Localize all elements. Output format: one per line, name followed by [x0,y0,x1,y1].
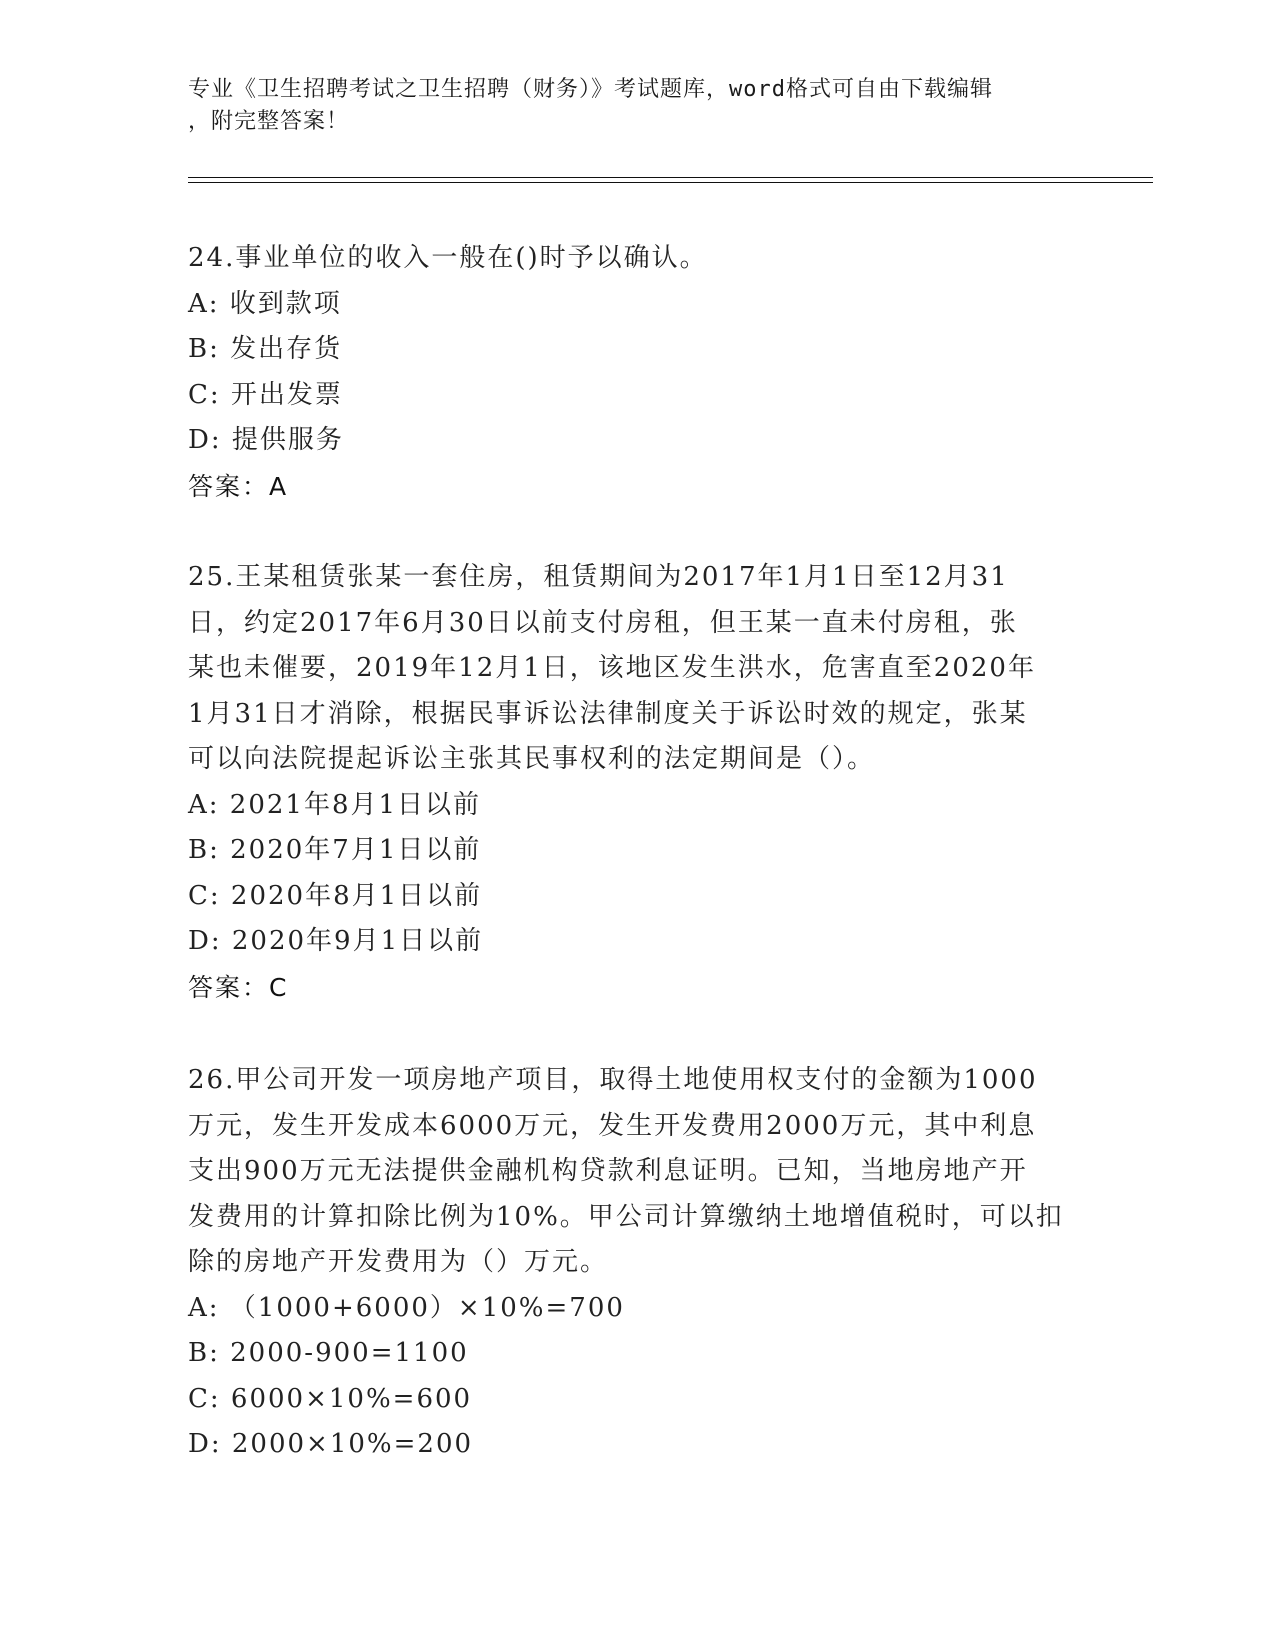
option-a: A: （1000+6000）×10%=700 [188,1292,625,1323]
question-stem: 24.事业单位的收入一般在()时予以确认。 [188,243,708,273]
option-a: A: 收到款项 [188,288,342,319]
option-b: B: 2000-900=1100 [188,1338,469,1368]
question-25 [188,555,1093,1010]
question-stem-line: 万元，发生开发成本6000万元，发生开发费用2000万元，其中利息 [188,1110,1037,1141]
question-stem-line: 25.王某租赁张某一套住房，租赁期间为2017年1月1日至12月31 [188,562,1009,592]
header-line-2: ，附完整答案！ [188,109,350,134]
question-stem-line: 除的房地产开发费用为（）万元。 [188,1247,609,1277]
header-divider-top [188,177,1153,178]
question-stem-line: 1月31日才消除，根据民事诉讼法律制度关于诉讼时效的规定，张某 [188,698,1028,729]
option-c: C: 6000×10%=600 [188,1383,473,1414]
option-c: C: 2020年8月1日以前 [188,880,483,911]
question-stem-line: 26.甲公司开发一项房地产项目，取得土地使用权支付的金额为1000 [188,1065,1038,1095]
option-d: D: 提供服务 [188,425,344,455]
option-b: B: 发出存货 [188,334,343,364]
option-b: B: 2020年7月1日以前 [188,835,482,865]
option-a: A: 2021年8月1日以前 [188,789,482,820]
question-stem-line: 发费用的计算扣除比例为10%。甲公司计算缴纳土地增值税时，可以扣 [188,1201,1064,1232]
header-divider-bottom [188,182,1153,183]
header-line-1: 专业《卫生招聘考试之卫生招聘（财务）》考试题库，word格式可自由下载编辑 [188,77,993,102]
question-26 [188,1058,1093,1468]
question-stem-line: 某也未催要，2019年12月1日，该地区发生洪水，危害直至2020年 [188,653,1036,683]
answer-label: 答案：A [188,471,289,501]
question-stem-line: 可以向法院提起诉讼主张其民事权利的法定期间是（）。 [188,744,876,774]
option-c: C: 开出发票 [188,379,343,410]
option-d: D: 2000×10%=200 [188,1429,474,1459]
question-stem-line: 日，约定2017年6月30日以前支付房租，但王某一直未付房租，张 [188,607,1018,638]
option-d: D: 2020年9月1日以前 [188,926,484,956]
document-header [188,74,1088,138]
question-stem-line: 支出900万元无法提供金融机构贷款利息证明。已知，当地房地产开 [188,1156,1028,1186]
answer-label: 答案：C [188,972,289,1002]
question-24 [188,236,1093,509]
